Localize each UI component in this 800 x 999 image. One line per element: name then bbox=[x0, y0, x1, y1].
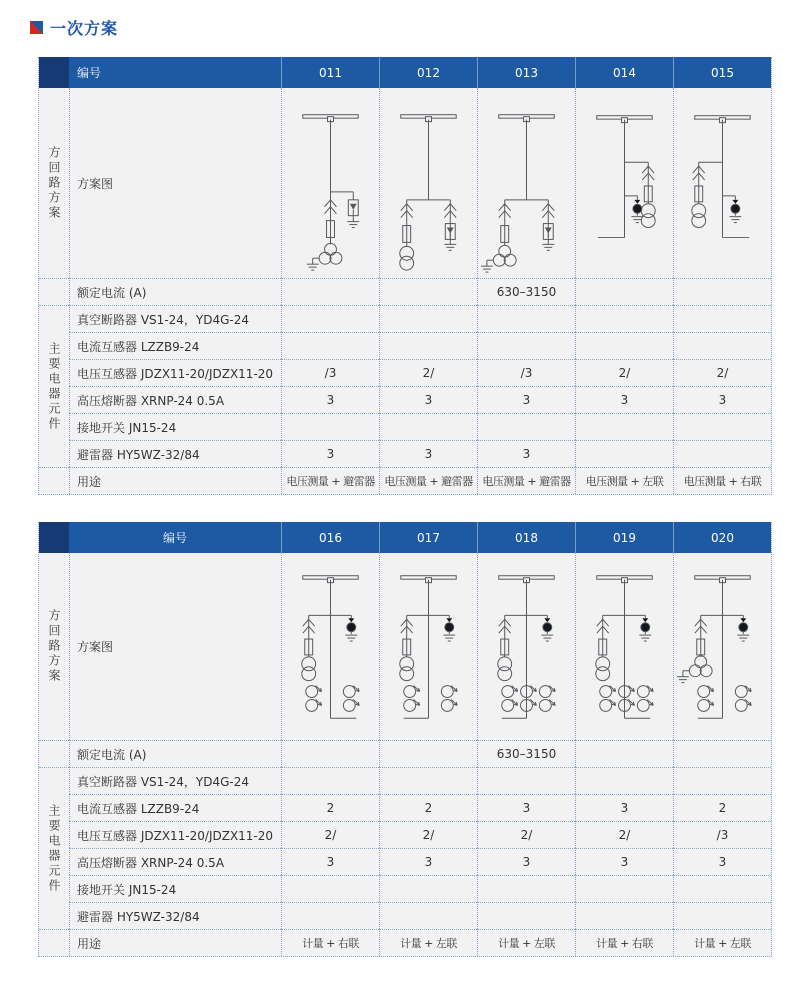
header-label: 编号 bbox=[69, 522, 281, 553]
row-label: 接地开关 JN15-24 bbox=[69, 875, 281, 902]
value-cell bbox=[673, 767, 771, 794]
value-cell: 2/ bbox=[575, 821, 673, 848]
value-cell: 计量 + 右联 bbox=[281, 929, 379, 956]
column-header-011: 011 bbox=[281, 57, 379, 88]
row-label: 接地开关 JN15-24 bbox=[69, 413, 281, 440]
row-label: 电流互感器 LZZB9-24 bbox=[69, 794, 281, 821]
value-cell: 3 bbox=[281, 440, 379, 467]
value-cell bbox=[673, 740, 771, 767]
value-cell: 2/ bbox=[575, 359, 673, 386]
one-line-diagram-019 bbox=[576, 553, 673, 740]
one-line-diagram-012 bbox=[380, 88, 477, 278]
value-cell: 3 bbox=[673, 848, 771, 875]
one-line-diagram-016 bbox=[282, 553, 379, 740]
sidebar-main-components-label: 主要电器元件 bbox=[47, 341, 61, 432]
row-label: 真空断路器 VS1-24，YD4G-24 bbox=[69, 767, 281, 794]
value-cell bbox=[281, 875, 379, 902]
value-cell bbox=[673, 413, 771, 440]
value-cell: 2 bbox=[673, 794, 771, 821]
row-label: 避雷器 HY5WZ-32/84 bbox=[69, 902, 281, 929]
value-cell bbox=[575, 740, 673, 767]
value-cell bbox=[379, 413, 477, 440]
value-cell bbox=[281, 767, 379, 794]
value-cell bbox=[575, 332, 673, 359]
sidebar-spacer bbox=[39, 740, 69, 767]
value-cell bbox=[575, 305, 673, 332]
header-corner bbox=[39, 57, 69, 88]
row-label: 真空断路器 VS1-24，YD4G-24 bbox=[69, 305, 281, 332]
value-cell bbox=[575, 278, 673, 305]
value-cell: 3 bbox=[281, 386, 379, 413]
diagram-row-label: 方案图 bbox=[69, 553, 281, 740]
value-cell: 3 bbox=[477, 440, 575, 467]
row-label: 用途 bbox=[69, 929, 281, 956]
scheme-diagram-012 bbox=[379, 88, 477, 278]
sidebar-circuit-scheme-label: 方回路方案 bbox=[47, 609, 61, 684]
value-cell bbox=[673, 305, 771, 332]
column-header-020: 020 bbox=[673, 522, 771, 553]
value-cell bbox=[281, 278, 379, 305]
one-line-diagram-017 bbox=[380, 553, 477, 740]
value-cell bbox=[477, 875, 575, 902]
value-cell bbox=[281, 740, 379, 767]
sidebar-circuit-scheme-label: 方回路方案 bbox=[47, 145, 61, 221]
header-label: 编号 bbox=[69, 57, 281, 88]
column-header-013: 013 bbox=[477, 57, 575, 88]
value-cell bbox=[379, 332, 477, 359]
value-cell bbox=[379, 305, 477, 332]
value-cell bbox=[281, 413, 379, 440]
value-cell bbox=[379, 740, 477, 767]
value-cell bbox=[575, 767, 673, 794]
value-cell bbox=[379, 875, 477, 902]
one-line-diagram-013 bbox=[478, 88, 575, 278]
value-cell bbox=[379, 902, 477, 929]
value-cell bbox=[477, 332, 575, 359]
value-cell: 电压测量 + 避雷器 bbox=[281, 467, 379, 494]
scheme-diagram-020 bbox=[673, 553, 771, 740]
value-cell bbox=[281, 902, 379, 929]
value-cell: 2 bbox=[281, 794, 379, 821]
value-cell bbox=[673, 875, 771, 902]
sidebar-main-components bbox=[39, 767, 69, 929]
sidebar-spacer bbox=[39, 929, 69, 956]
value-cell bbox=[575, 902, 673, 929]
value-cell: 电压测量 + 避雷器 bbox=[477, 467, 575, 494]
sidebar-main-components bbox=[39, 305, 69, 467]
value-cell: 3 bbox=[379, 440, 477, 467]
value-cell: 计量 + 左联 bbox=[477, 929, 575, 956]
value-cell: 3 bbox=[673, 386, 771, 413]
value-cell: 3 bbox=[575, 794, 673, 821]
scheme-diagram-018 bbox=[477, 553, 575, 740]
section-header bbox=[30, 16, 118, 39]
row-label: 电压互感器 JDZX11-20/JDZX11-20 bbox=[69, 359, 281, 386]
value-cell bbox=[673, 902, 771, 929]
value-cell: 3 bbox=[575, 386, 673, 413]
value-cell bbox=[477, 767, 575, 794]
value-cell: 2/ bbox=[379, 359, 477, 386]
value-cell bbox=[673, 440, 771, 467]
value-cell bbox=[575, 875, 673, 902]
value-cell bbox=[673, 278, 771, 305]
one-line-diagram-014 bbox=[576, 88, 673, 278]
value-cell: 2/ bbox=[281, 821, 379, 848]
scheme-diagram-015 bbox=[673, 88, 771, 278]
value-cell: 电压测量 + 右联 bbox=[673, 467, 771, 494]
scheme-diagram-017 bbox=[379, 553, 477, 740]
row-label: 高压熔断器 XRNP-24 0.5A bbox=[69, 386, 281, 413]
column-header-014: 014 bbox=[575, 57, 673, 88]
value-cell: 3 bbox=[477, 386, 575, 413]
value-cell bbox=[673, 332, 771, 359]
value-cell bbox=[477, 305, 575, 332]
value-cell: 3 bbox=[575, 848, 673, 875]
header-corner bbox=[39, 522, 69, 553]
value-cell: 630–3150 bbox=[477, 740, 575, 767]
value-cell: 计量 + 左联 bbox=[379, 929, 477, 956]
diagram-row-label: 方案图 bbox=[69, 88, 281, 278]
value-cell: /3 bbox=[477, 359, 575, 386]
scheme-diagram-019 bbox=[575, 553, 673, 740]
sidebar-main-components-label: 主要电器元件 bbox=[47, 803, 61, 894]
value-cell bbox=[575, 413, 673, 440]
row-label: 避雷器 HY5WZ-32/84 bbox=[69, 440, 281, 467]
value-cell: /3 bbox=[673, 821, 771, 848]
page-title: 一次方案 bbox=[50, 19, 119, 38]
column-header-018: 018 bbox=[477, 522, 575, 553]
column-header-015: 015 bbox=[673, 57, 771, 88]
value-cell: 2/ bbox=[673, 359, 771, 386]
value-cell: 电压测量 + 左联 bbox=[575, 467, 673, 494]
value-cell: 2/ bbox=[379, 821, 477, 848]
sidebar-circuit-scheme bbox=[39, 553, 69, 740]
value-cell: 3 bbox=[379, 848, 477, 875]
column-header-012: 012 bbox=[379, 57, 477, 88]
value-cell bbox=[379, 278, 477, 305]
scheme-table-2 bbox=[38, 522, 772, 957]
one-line-diagram-011 bbox=[282, 88, 379, 278]
row-label: 额定电流 (A) bbox=[69, 740, 281, 767]
value-cell bbox=[281, 305, 379, 332]
value-cell bbox=[379, 767, 477, 794]
value-cell bbox=[477, 902, 575, 929]
row-label: 高压熔断器 XRNP-24 0.5A bbox=[69, 848, 281, 875]
row-label: 额定电流 (A) bbox=[69, 278, 281, 305]
value-cell bbox=[281, 332, 379, 359]
value-cell: /3 bbox=[281, 359, 379, 386]
value-cell bbox=[575, 440, 673, 467]
sidebar-spacer bbox=[39, 467, 69, 494]
value-cell: 计量 + 左联 bbox=[673, 929, 771, 956]
one-line-diagram-020 bbox=[674, 553, 771, 740]
one-line-diagram-018 bbox=[478, 553, 575, 740]
value-cell: 3 bbox=[477, 848, 575, 875]
scheme-table-1 bbox=[38, 57, 772, 495]
scheme-diagram-011 bbox=[281, 88, 379, 278]
column-header-019: 019 bbox=[575, 522, 673, 553]
value-cell: 3 bbox=[281, 848, 379, 875]
value-cell: 2 bbox=[379, 794, 477, 821]
value-cell: 计量 + 右联 bbox=[575, 929, 673, 956]
value-cell: 2/ bbox=[477, 821, 575, 848]
sidebar-circuit-scheme bbox=[39, 88, 69, 278]
scheme-diagram-013 bbox=[477, 88, 575, 278]
column-header-016: 016 bbox=[281, 522, 379, 553]
row-label: 电流互感器 LZZB9-24 bbox=[69, 332, 281, 359]
scheme-diagram-016 bbox=[281, 553, 379, 740]
row-label: 电压互感器 JDZX11-20/JDZX11-20 bbox=[69, 821, 281, 848]
sidebar-spacer bbox=[39, 278, 69, 305]
value-cell: 630–3150 bbox=[477, 278, 575, 305]
value-cell bbox=[477, 413, 575, 440]
column-header-017: 017 bbox=[379, 522, 477, 553]
value-cell: 3 bbox=[477, 794, 575, 821]
one-line-diagram-015 bbox=[674, 88, 771, 278]
section-marker-icon bbox=[30, 21, 43, 34]
scheme-diagram-014 bbox=[575, 88, 673, 278]
value-cell: 电压测量 + 避雷器 bbox=[379, 467, 477, 494]
row-label: 用途 bbox=[69, 467, 281, 494]
value-cell: 3 bbox=[379, 386, 477, 413]
